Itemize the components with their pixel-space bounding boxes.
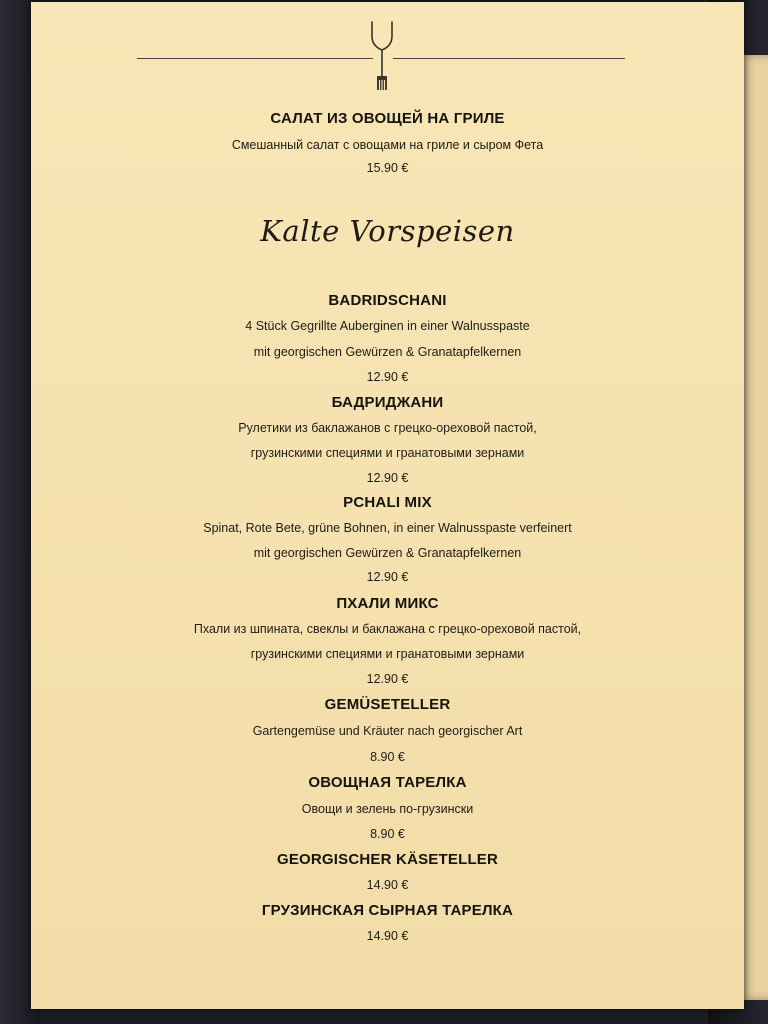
item-title: GEORGISCHER KÄSETELLER xyxy=(276,851,499,868)
item-title: ПХАЛИ МИКС xyxy=(336,595,439,612)
item-description: 4 Stück Gegrillte Auberginen in einer Walnusspaste xyxy=(245,319,530,333)
item-description: Gartengemüse und Kräuter nach georgischer Art xyxy=(252,724,523,738)
item-title: GEMÜSETELLER xyxy=(324,696,451,713)
item-price: 12.90 € xyxy=(366,370,409,384)
item-description: mit georgischen Gewürzen & Granatapfelkernen xyxy=(253,546,522,560)
item-title: ГРУЗИНСКАЯ СЫРНАЯ ТАРЕЛКА xyxy=(261,902,514,919)
item-description: Пхали из шпината, свеклы и баклажана с грецко-ореховой пастой, xyxy=(193,622,582,636)
item-description: Овощи и зелень по-грузински xyxy=(301,802,474,816)
item-description: грузинскими специями и гранатовыми зернами xyxy=(250,647,525,661)
item-description: Смешанный салат с овощами на гриле и сыром Фета xyxy=(231,138,544,152)
menu-page xyxy=(31,2,744,1009)
item-description: грузинскими специями и гранатовыми зернами xyxy=(250,446,525,460)
item-price: 14.90 € xyxy=(366,878,409,892)
item-description: Рулетики из баклажанов с грецко-ореховой пастой, xyxy=(238,421,537,435)
item-title: БАДРИДЖАНИ xyxy=(331,394,444,411)
item-title: САЛАТ ИЗ ОВОЩЕЙ НА ГРИЛЕ xyxy=(270,110,505,127)
item-description: mit georgischen Gewürzen & Granatapfelkernen xyxy=(253,345,522,359)
section-heading: Kalte Vorspeisen xyxy=(260,214,515,248)
item-price: 8.90 € xyxy=(370,750,405,764)
item-price: 14.90 € xyxy=(366,929,409,943)
item-price: 15.90 € xyxy=(366,161,409,175)
divider-left xyxy=(137,58,373,59)
item-price: 8.90 € xyxy=(370,827,405,841)
item-title: ОВОЩНАЯ ТАРЕЛКА xyxy=(308,774,467,791)
item-title: PCHALI MIX xyxy=(343,494,432,511)
divider-right xyxy=(393,58,625,59)
item-title: BADRIDSCHANI xyxy=(328,292,447,309)
item-price: 12.90 € xyxy=(366,471,409,485)
fork-icon xyxy=(368,20,396,92)
item-description: Spinat, Rote Bete, grüne Bohnen, in einer Walnusspaste verfeinert xyxy=(203,521,572,535)
item-price: 12.90 € xyxy=(366,672,409,686)
item-price: 12.90 € xyxy=(366,570,409,584)
